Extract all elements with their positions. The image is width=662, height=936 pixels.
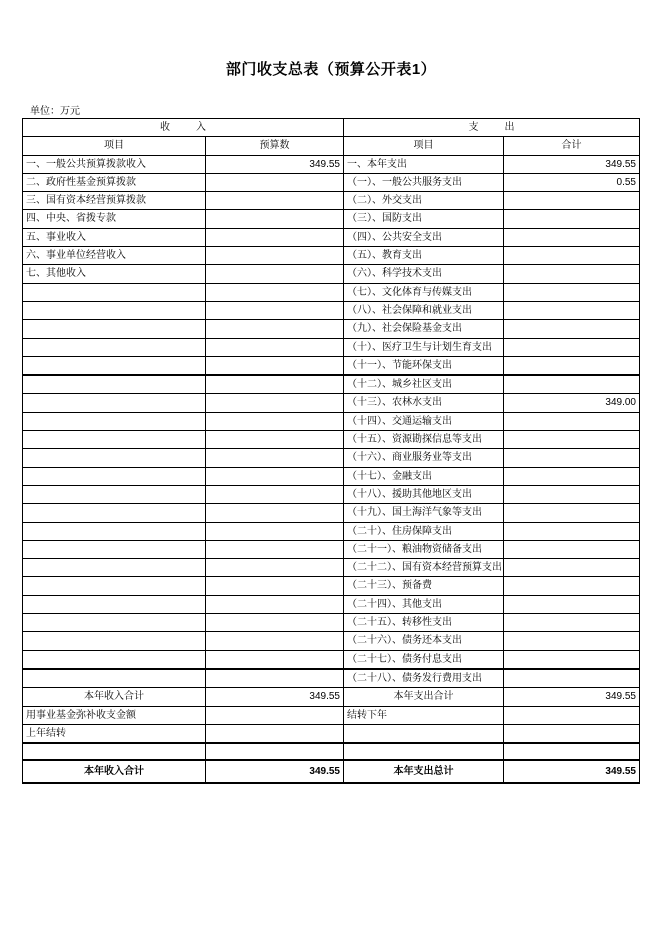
summary-row	[23, 743, 640, 760]
income-item-amount: 349.55	[206, 155, 344, 173]
expenditure-item-label: （一）、一般公共服务支出	[344, 173, 504, 191]
expenditure-item-amount	[504, 650, 640, 669]
expenditure-item-label: （十一）、节能环保支出	[344, 356, 504, 375]
expenditure-item-amount: 349.55	[504, 155, 640, 173]
table-row	[23, 301, 640, 319]
expenditure-item-amount	[504, 669, 640, 688]
expenditure-item-amount	[504, 431, 640, 449]
summary-row	[23, 724, 640, 743]
expenditure-item-amount	[504, 467, 640, 485]
budget-table	[22, 118, 640, 784]
summary-income-amount	[206, 706, 344, 724]
income-item-amount	[206, 577, 344, 595]
table-row	[23, 265, 640, 283]
expenditure-item-amount	[504, 283, 640, 301]
income-item-amount	[206, 485, 344, 503]
income-item-label	[23, 485, 206, 503]
income-item-label	[23, 320, 206, 338]
expenditure-item-label: （四）、公共安全支出	[344, 228, 504, 246]
expenditure-item-amount: 349.00	[504, 394, 640, 412]
expenditure-item-amount	[504, 559, 640, 577]
expenditure-item-amount: 0.55	[504, 173, 640, 191]
income-item-amount	[206, 210, 344, 228]
expenditure-item-label: （九）、社会保险基金支出	[344, 320, 504, 338]
table-row	[23, 522, 640, 540]
income-item-label	[23, 375, 206, 394]
table-row	[23, 155, 640, 173]
expenditure-item-amount	[504, 192, 640, 210]
income-item-amount	[206, 559, 344, 577]
income-item-label	[23, 394, 206, 412]
income-item-amount	[206, 338, 344, 356]
income-item-label	[23, 504, 206, 522]
expenditure-item-label: （三）、国防支出	[344, 210, 504, 228]
summary-expenditure-amount	[504, 706, 640, 724]
expenditure-item-label: （十）、医疗卫生与计划生育支出	[344, 338, 504, 356]
table-row	[23, 210, 640, 228]
table-row	[23, 614, 640, 632]
table-row	[23, 595, 640, 613]
budget-table-container	[22, 118, 639, 784]
income-item-amount	[206, 375, 344, 394]
expenditure-item-amount	[504, 595, 640, 613]
table-row	[23, 247, 640, 265]
column-header-expenditure-item: 项目	[344, 137, 504, 155]
income-item-label	[23, 669, 206, 688]
expenditure-item-amount	[504, 504, 640, 522]
income-item-label	[23, 540, 206, 558]
table-row	[23, 650, 640, 669]
income-item-label	[23, 467, 206, 485]
summary-income-label	[23, 743, 206, 760]
grand-total-row	[23, 760, 640, 783]
table-row	[23, 228, 640, 246]
income-item-amount	[206, 650, 344, 669]
income-item-label: 五、事业收入	[23, 228, 206, 246]
table-row	[23, 504, 640, 522]
column-header-income-amount: 预算数	[206, 137, 344, 155]
expenditure-item-amount	[504, 301, 640, 319]
expenditure-item-amount	[504, 265, 640, 283]
page-title: 部门收支总表（预算公开表1）	[225, 61, 437, 78]
income-item-label	[23, 338, 206, 356]
expenditure-item-label: （二十三）、预备费	[344, 577, 504, 595]
expenditure-item-amount	[504, 338, 640, 356]
expenditure-item-label: （六）、科学技术支出	[344, 265, 504, 283]
group-header-expenditure: 支 出	[344, 119, 640, 137]
income-item-amount	[206, 247, 344, 265]
income-item-label: 四、中央、省拨专款	[23, 210, 206, 228]
column-header-expenditure-amount: 合计	[504, 137, 640, 155]
table-row	[23, 485, 640, 503]
expenditure-item-amount	[504, 632, 640, 650]
income-item-amount	[206, 320, 344, 338]
income-item-label	[23, 595, 206, 613]
expenditure-item-amount	[504, 540, 640, 558]
expenditure-item-label: （二十）、住房保障支出	[344, 522, 504, 540]
income-item-label	[23, 301, 206, 319]
income-item-amount	[206, 192, 344, 210]
income-item-label: 三、国有资本经营预算拨款	[23, 192, 206, 210]
group-header-income: 收 入	[23, 119, 344, 137]
grand-total-income-amount: 349.55	[206, 760, 344, 783]
income-item-amount	[206, 173, 344, 191]
income-item-amount	[206, 283, 344, 301]
income-item-label: 一、一般公共预算拨款收入	[23, 155, 206, 173]
expenditure-item-amount	[504, 412, 640, 430]
table-row	[23, 338, 640, 356]
column-header-income-item: 项目	[23, 137, 206, 155]
income-item-label: 六、事业单位经营收入	[23, 247, 206, 265]
unit-note: 单位：万元	[30, 106, 80, 117]
table-row	[23, 320, 640, 338]
summary-expenditure-label	[344, 743, 504, 760]
table-row	[23, 577, 640, 595]
income-item-label	[23, 632, 206, 650]
table-row	[23, 375, 640, 394]
income-item-amount	[206, 228, 344, 246]
grand-total-expenditure-label: 本年支出总计	[344, 760, 504, 783]
expenditure-item-label: （二十四）、其他支出	[344, 595, 504, 613]
summary-expenditure-amount	[504, 724, 640, 743]
income-item-amount	[206, 431, 344, 449]
income-item-amount	[206, 412, 344, 430]
summary-expenditure-label	[344, 724, 504, 743]
expenditure-item-amount	[504, 485, 640, 503]
expenditure-item-label: （八）、社会保障和就业支出	[344, 301, 504, 319]
income-item-amount	[206, 467, 344, 485]
table-row	[23, 540, 640, 558]
income-item-label	[23, 431, 206, 449]
table-row	[23, 394, 640, 412]
income-item-label	[23, 614, 206, 632]
expenditure-item-amount	[504, 577, 640, 595]
table-row	[23, 467, 640, 485]
summary-income-label: 用事业基金弥补收支金额	[23, 706, 206, 724]
expenditure-item-label: （十六）、商业服务业等支出	[344, 449, 504, 467]
income-item-amount	[206, 449, 344, 467]
summary-income-amount	[206, 724, 344, 743]
table-row	[23, 449, 640, 467]
expenditure-item-label: （二十六）、债务还本支出	[344, 632, 504, 650]
expenditure-item-label: （二十二）、国有资本经营预算支出	[344, 559, 504, 577]
income-item-amount	[206, 632, 344, 650]
expenditure-item-label: （七）、文化体育与传媒支出	[344, 283, 504, 301]
income-item-amount	[206, 394, 344, 412]
expenditure-item-amount	[504, 210, 640, 228]
table-row	[23, 669, 640, 688]
expenditure-item-label: （十四）、交通运输支出	[344, 412, 504, 430]
table-row	[23, 173, 640, 191]
expenditure-item-amount	[504, 320, 640, 338]
expenditure-item-label: （十五）、资源勘探信息等支出	[344, 431, 504, 449]
grand-total-expenditure-amount: 349.55	[504, 760, 640, 783]
expenditure-item-label: 一、本年支出	[344, 155, 504, 173]
budget-table-body	[23, 119, 640, 784]
summary-income-amount	[206, 743, 344, 760]
expenditure-item-amount	[504, 228, 640, 246]
expenditure-item-label: （二十八）、债务发行费用支出	[344, 669, 504, 688]
expenditure-item-label: （十八）、援助其他地区支出	[344, 485, 504, 503]
income-item-amount	[206, 522, 344, 540]
income-item-label	[23, 577, 206, 595]
expenditure-item-label: （十三）、农林水支出	[344, 394, 504, 412]
expenditure-item-amount	[504, 356, 640, 375]
summary-expenditure-amount	[504, 743, 640, 760]
income-item-amount	[206, 669, 344, 688]
expenditure-item-label: （十二）、城乡社区支出	[344, 375, 504, 394]
summary-expenditure-label: 结转下年	[344, 706, 504, 724]
income-item-amount	[206, 614, 344, 632]
summary-row	[23, 706, 640, 724]
table-row	[23, 559, 640, 577]
income-item-amount	[206, 540, 344, 558]
income-item-amount	[206, 301, 344, 319]
income-item-label: 七、其他收入	[23, 265, 206, 283]
expenditure-item-amount	[504, 449, 640, 467]
table-row	[23, 283, 640, 301]
expenditure-item-label: （二十五）、转移性支出	[344, 614, 504, 632]
expenditure-item-label: （五）、教育支出	[344, 247, 504, 265]
expenditure-item-label: （十七）、金融支出	[344, 467, 504, 485]
expenditure-item-amount	[504, 247, 640, 265]
expenditure-item-label: （二十一）、粮油物资储备支出	[344, 540, 504, 558]
table-row	[23, 431, 640, 449]
income-item-label	[23, 412, 206, 430]
expenditure-item-label: （二）、外交支出	[344, 192, 504, 210]
income-item-label	[23, 522, 206, 540]
income-item-label: 二、政府性基金预算拨款	[23, 173, 206, 191]
summary-expenditure-label: 本年支出合计	[344, 688, 504, 706]
table-row	[23, 356, 640, 375]
summary-income-amount: 349.55	[206, 688, 344, 706]
income-item-label	[23, 650, 206, 669]
table-row	[23, 412, 640, 430]
income-item-label	[23, 283, 206, 301]
income-item-amount	[206, 595, 344, 613]
income-item-amount	[206, 265, 344, 283]
expenditure-item-amount	[504, 522, 640, 540]
summary-expenditure-amount: 349.55	[504, 688, 640, 706]
column-header-row	[23, 137, 640, 155]
expenditure-item-label: （十九）、国土海洋气象等支出	[344, 504, 504, 522]
summary-income-label: 上年结转	[23, 724, 206, 743]
income-item-label	[23, 449, 206, 467]
table-row	[23, 632, 640, 650]
summary-row	[23, 688, 640, 706]
expenditure-item-amount	[504, 614, 640, 632]
summary-income-label: 本年收入合计	[23, 688, 206, 706]
income-item-label	[23, 559, 206, 577]
expenditure-item-amount	[504, 375, 640, 394]
income-item-amount	[206, 356, 344, 375]
table-row	[23, 192, 640, 210]
grand-total-income-label: 本年收入合计	[23, 760, 206, 783]
income-item-label	[23, 356, 206, 375]
expenditure-item-label: （二十七）、债务付息支出	[344, 650, 504, 669]
income-item-amount	[206, 504, 344, 522]
group-header-row	[23, 119, 640, 137]
